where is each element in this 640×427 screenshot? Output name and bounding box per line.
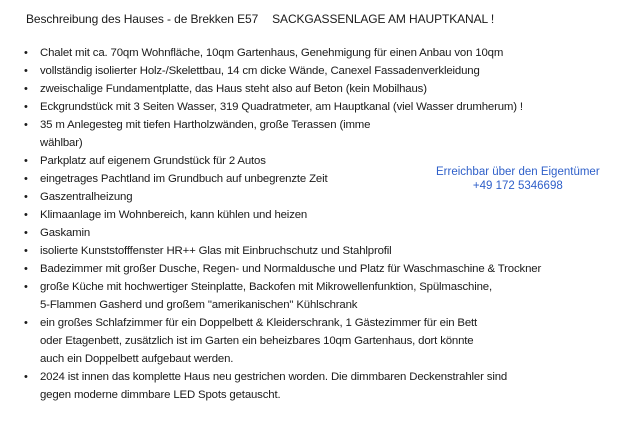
bullet-icon: • [24, 47, 28, 59]
contact-phone: +49 172 5346698 [472, 180, 563, 192]
list-item [20, 224, 632, 242]
feature-list [20, 44, 632, 404]
list-item-text: auch ein Doppelbett aufgebaut werden. [40, 353, 234, 365]
list-item [20, 260, 632, 278]
list-item-text: Gaskamin [40, 227, 91, 239]
list-item-text: Parkplatz auf eigenem Grundstück für 2 Autos [40, 155, 266, 167]
list-item-text: Badezimmer mit großer Dusche, Regen- und Normaldusche und Platz für Waschmaschine & Trockner [40, 263, 542, 275]
list-item-text: große Küche mit hochwertiger Steinplatte, Backofen mit Mikrowellenfunktion, Spülmaschine, [40, 281, 492, 293]
bullet-icon: • [24, 65, 28, 77]
bullet-icon: • [24, 371, 28, 383]
list-item [20, 242, 632, 260]
bullet-icon: • [24, 209, 28, 221]
list-item-text: wählbar) [40, 137, 83, 149]
list-item-text: oder Etagenbett, zusätzlich ist im Garten ein beheizbares 10qm Gartenhaus, dort könnte [40, 335, 474, 347]
list-item [20, 278, 632, 314]
list-item [20, 80, 632, 98]
bullet-icon: • [24, 173, 28, 185]
list-item-text: ein großes Schlafzimmer für ein Doppelbett & Kleiderschrank, 1 Gästezimmer für ein Bett [40, 317, 478, 329]
bullet-icon: • [24, 263, 28, 275]
bullet-icon: • [24, 317, 28, 329]
list-item-text: 35 m Anlegesteg mit tiefen Hartholzwänden, große Terassen (imme [40, 119, 371, 131]
list-item-text: isolierte Kunststofffenster HR++ Glas mit Einbruchschutz und Stahlprofil [40, 245, 392, 257]
bullet-icon: • [24, 101, 28, 113]
list-item-text: gegen moderne dimmbare LED Spots getauscht. [40, 389, 281, 401]
contact-note [436, 165, 600, 193]
list-item [20, 368, 632, 404]
bullet-icon: • [24, 119, 28, 131]
bullet-icon: • [24, 227, 28, 239]
list-item-text: 2024 ist innen das komplette Haus neu gestrichen worden. Die dimmbaren Deckenstrahler sind [40, 371, 508, 383]
list-item-text: vollständig isolierter Holz-/Skelettbau, 14 cm dicke Wände, Canexel Fassadenverkleidung [40, 65, 480, 77]
list-item [20, 314, 632, 368]
title-text: Beschreibung des Hauses - de Brekken E57 [26, 12, 259, 26]
bullet-icon: • [24, 83, 28, 95]
list-item [20, 206, 632, 224]
list-item-text: Chalet mit ca. 70qm Wohnfläche, 10qm Gartenhaus, Genehmigung für einen Anbau von 10qm [40, 47, 504, 59]
list-item-text: Klimaanlage im Wohnbereich, kann kühlen und heizen [40, 209, 308, 221]
list-item [20, 98, 632, 116]
bullet-icon: • [24, 155, 28, 167]
document-title [26, 12, 494, 26]
bullet-icon: • [24, 191, 28, 203]
list-item [20, 44, 632, 62]
list-item [20, 116, 632, 152]
bullet-icon: • [24, 281, 28, 293]
list-item-text: zweischalige Fundamentplatte, das Haus steht also auf Beton (kein Mobilhaus) [40, 83, 427, 95]
title-highlight: SACKGASSENLAGE AM HAUPTKANAL ! [272, 12, 495, 26]
list-item-text: Gaszentralheizung [40, 191, 133, 203]
bullet-icon: • [24, 245, 28, 257]
list-item [20, 62, 632, 80]
list-item-text: 5-Flammen Gasherd und großem "amerikanischen" Kühlschrank [40, 299, 358, 311]
list-item-text: Eckgrundstück mit 3 Seiten Wasser, 319 Quadratmeter, am Hauptkanal (viel Wasser drumherum) ! [40, 101, 523, 113]
list-item-text: eingetrages Pachtland im Grundbuch auf unbegrenzte Zeit [40, 173, 328, 185]
contact-label: Erreichbar über den Eigentümer [436, 166, 600, 178]
